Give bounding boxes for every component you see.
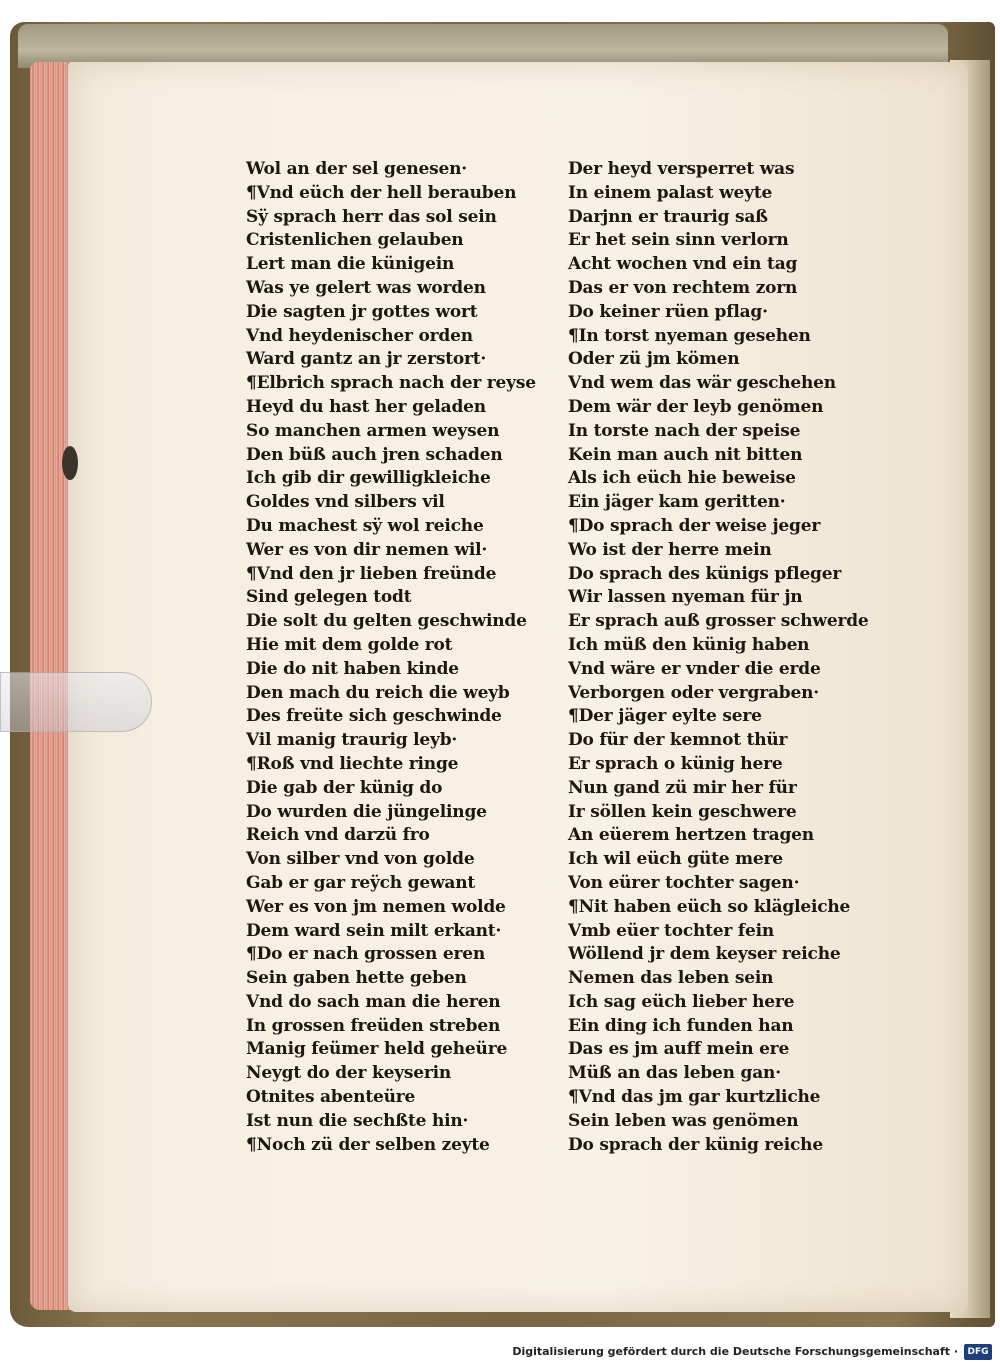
verse-line: Von silber vnd von golde <box>246 849 475 870</box>
verse-line: ¶Der jäger eylte sere <box>568 706 762 727</box>
verse-line: Vnd heydenischer orden <box>246 325 473 346</box>
verse-line: Wol an der sel genesen· <box>246 159 467 179</box>
footer-bar <box>0 1340 1000 1364</box>
verse-line: Den büß auch jren schaden <box>246 444 503 465</box>
verse-line: Sein gaben hette geben <box>246 968 467 989</box>
verse-line: Do sprach der künig reiche <box>568 1134 823 1155</box>
verse-line: Ein ding ich funden han <box>568 1015 794 1036</box>
verse-line: ¶Elbrich sprach nach der reyse <box>246 373 536 394</box>
verse-line: Verborgen oder vergraben· <box>568 682 819 703</box>
verse-line: Darjnn er traurig saß <box>568 206 768 227</box>
verse-line: Vil manig traurig leyb· <box>246 730 458 751</box>
page-clip <box>0 672 152 732</box>
verse-line: Von eürer tochter sagen· <box>568 872 800 893</box>
verse-line: ¶Vnd den jr lieben freünde <box>246 563 497 584</box>
verse-line: Hie mit dem golde rot <box>246 634 453 655</box>
verse-line: Die do nit haben kinde <box>246 658 459 679</box>
verse-line: Nemen das leben sein <box>568 968 774 989</box>
verse-line: Wo ist der herre mein <box>568 539 772 560</box>
verse-line: Do wurden die jüngelinge <box>246 801 487 822</box>
verse-line: Manig feümer held geheüre <box>246 1039 508 1060</box>
verse-line: Ist nun die sechßte hin· <box>246 1110 469 1131</box>
verse-line: Ein jäger kam geritten· <box>568 492 786 513</box>
verse-line: Goldes vnd silbers vil <box>246 492 445 513</box>
verse-line: ¶Vnd eüch der hell berauben <box>246 182 517 203</box>
verse-line: In einem palast weyte <box>568 182 773 203</box>
verse-line: ¶In torst nyeman gesehen <box>568 325 811 346</box>
verse-line: ¶Do er nach grossen eren <box>246 944 486 965</box>
verse-line: Wöllend jr dem keyser reiche <box>568 944 841 965</box>
verse-line: Als ich eüch hie beweise <box>568 468 796 489</box>
verse-line: Den mach du reich die weyb <box>246 682 510 703</box>
verse-line: Die sagten jr gottes wort <box>246 301 478 322</box>
verse-line: Wer es von jm nemen wolde <box>246 896 506 917</box>
verse-line: ¶Vnd das jm gar kurtzliche <box>568 1087 821 1108</box>
verse-line: Des freüte sich geschwinde <box>246 706 502 727</box>
verse-line: Gab er gar reÿch gewant <box>246 872 476 893</box>
verse-line: So manchen armen weysen <box>246 420 500 441</box>
verse-line: Ir söllen kein geschwere <box>568 801 797 822</box>
verse-line: Er het sein sinn verlorn <box>568 230 789 251</box>
verse-line: ¶Do sprach der weise jeger <box>568 515 821 536</box>
verse-line: Ich gib dir gewilligkleiche <box>246 468 491 489</box>
verse-line: An eüerem hertzen tragen <box>568 825 814 846</box>
verse-line: Sÿ sprach herr das sol sein <box>246 206 497 227</box>
verse-line: Lert man die künigein <box>246 254 455 275</box>
verse-line: Reich vnd darzü fro <box>246 825 430 846</box>
verse-line: Dem ward sein milt erkant· <box>246 920 502 941</box>
verse-line: Ich müß den künig haben <box>568 634 810 655</box>
verse-line: Dem wär der leyb genömen <box>568 396 824 417</box>
verse-line: Wer es von dir nemen wil· <box>246 539 488 560</box>
verse-line: Kein man auch nit bitten <box>568 444 803 465</box>
verse-line: ¶Roß vnd liechte ringe <box>246 753 459 774</box>
verse-line: Vnd wäre er vnder die erde <box>568 658 821 679</box>
verse-line: Oder zü jm kömen <box>568 349 740 370</box>
verse-line: Ich sag eüch lieber here <box>568 991 795 1012</box>
verse-line: Die gab der künig do <box>246 777 443 798</box>
text-column-right <box>568 158 869 1157</box>
verse-line: Das es jm auff mein ere <box>568 1039 790 1060</box>
verse-line: Otnites abenteüre <box>246 1087 416 1108</box>
verse-line: Wir lassen nyeman für jn <box>568 587 803 608</box>
verse-line: Das er von rechtem zorn <box>568 277 798 298</box>
verse-line: Er sprach o künig here <box>568 753 783 774</box>
verse-line: Do keiner rüen pflag· <box>568 301 768 322</box>
funding-credit: Digitalisierung gefördert durch die Deutsche Forschungsgemeinschaft · <box>512 1345 958 1358</box>
verse-line: Die solt du gelten geschwinde <box>246 611 527 632</box>
verse-line: Sein leben was genömen <box>568 1110 799 1131</box>
verse-line: Der heyd versperret was <box>568 159 795 179</box>
verse-line: Müß an das leben gan· <box>568 1063 781 1084</box>
verse-line: Heyd du hast her geladen <box>246 396 486 417</box>
verse-line: Vnd wem das wär geschehen <box>568 373 836 394</box>
verse-line: Er sprach auß grosser schwerde <box>568 611 869 632</box>
binding-ring <box>62 446 78 480</box>
verse-line: Acht wochen vnd ein tag <box>568 254 798 275</box>
verse-line: In grossen freüden streben <box>246 1015 501 1036</box>
verse-line: Cristenlichen gelauben <box>246 230 464 251</box>
verse-line: ¶Nit haben eüch so klägleiche <box>568 896 851 917</box>
verse-line: Vmb eüer tochter fein <box>568 920 775 941</box>
verse-line: Do sprach des künigs pfleger <box>568 563 842 584</box>
text-column-left <box>246 158 536 1157</box>
verse-line: Do für der kemnot thür <box>568 730 788 751</box>
verse-line: In torste nach der speise <box>568 420 801 441</box>
verse-line: ¶Noch zü der selben zeyte <box>246 1134 490 1155</box>
verse-line: Neygt do der keyserin <box>246 1063 452 1084</box>
verse-line: Vnd do sach man die heren <box>246 991 501 1012</box>
verse-line: Du machest sÿ wol reiche <box>246 515 484 536</box>
verse-line: Nun gand zü mir her für <box>568 777 797 798</box>
verse-line: Ich wil eüch güte mere <box>568 849 783 870</box>
verse-line: Sind gelegen todt <box>246 587 412 608</box>
verse-line: Was ye gelert was worden <box>246 277 486 298</box>
dfg-logo: DFG <box>964 1344 992 1360</box>
verse-line: Ward gantz an jr zerstort· <box>246 349 487 370</box>
